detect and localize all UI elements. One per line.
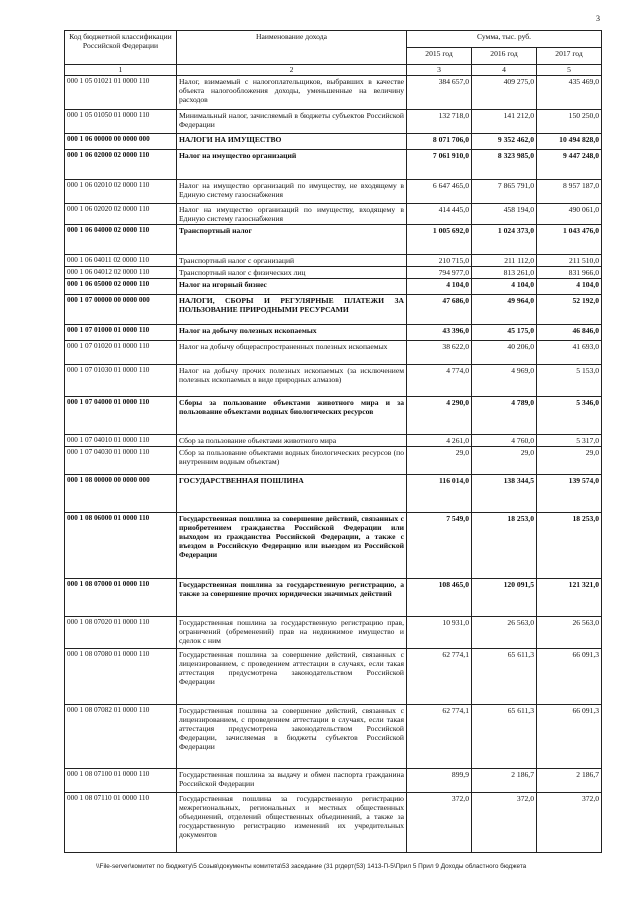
row-code: 000 1 06 02000 02 0000 110 (65, 150, 177, 180)
header-index: 4 (472, 65, 537, 76)
row-value-2015: 1 005 692,0 (407, 225, 472, 255)
row-name: Государственная пошлина за совершение действий, связанных с лицензированием, с проведением аттестации в случаях, если такая аттестация предусмотрена законодательством Российской Федерации, зачисляемая в бюджеты субъектов Российской Федерации (177, 705, 407, 769)
table-row (65, 579, 602, 617)
table-row (65, 341, 602, 365)
row-value-2015: 62 774,1 (407, 649, 472, 705)
table-row (65, 475, 602, 513)
row-value-2017: 831 966,0 (537, 267, 602, 279)
header-name-column: Наименование дохода (177, 31, 407, 65)
row-value-2017: 8 957 187,0 (537, 180, 602, 204)
row-value-2015: 47 686,0 (407, 295, 472, 325)
row-value-2016: 372,0 (472, 793, 537, 853)
row-value-2016: 65 611,3 (472, 649, 537, 705)
row-code: 000 1 07 01020 01 0000 110 (65, 341, 177, 365)
row-code: 000 1 05 01050 01 0000 110 (65, 110, 177, 134)
row-value-2016: 18 253,0 (472, 513, 537, 579)
row-code: 000 1 08 07080 01 0000 110 (65, 649, 177, 705)
row-value-2017: 211 510,0 (537, 255, 602, 267)
row-value-2016: 211 112,0 (472, 255, 537, 267)
table-row (65, 793, 602, 853)
row-value-2017: 41 693,0 (537, 341, 602, 365)
row-value-2016: 65 611,3 (472, 705, 537, 769)
table-row (65, 447, 602, 475)
row-code: 000 1 08 07000 01 0000 110 (65, 579, 177, 617)
row-name: Государственная пошлина за совершение действий, связанных с лицензированием, с проведением аттестации в случаях, если такая аттестация предусмотрена законодательством Российской Федерации (177, 649, 407, 705)
row-value-2016: 141 212,0 (472, 110, 537, 134)
table-body (65, 76, 602, 853)
row-value-2017: 10 494 828,0 (537, 134, 602, 150)
row-code: 000 1 06 02010 02 0000 110 (65, 180, 177, 204)
row-value-2015: 899,9 (407, 769, 472, 793)
row-value-2015: 132 718,0 (407, 110, 472, 134)
row-value-2016: 1 024 373,0 (472, 225, 537, 255)
row-value-2016: 40 206,0 (472, 341, 537, 365)
row-value-2017: 1 043 476,0 (537, 225, 602, 255)
row-name: Налог на добычу общераспространенных полезных ископаемых (177, 341, 407, 365)
row-value-2017: 52 192,0 (537, 295, 602, 325)
row-value-2015: 10 931,0 (407, 617, 472, 649)
row-code: 000 1 06 04000 02 0000 110 (65, 225, 177, 255)
table-row (65, 134, 602, 150)
row-value-2016: 26 563,0 (472, 617, 537, 649)
row-value-2016: 29,0 (472, 447, 537, 475)
row-code: 000 1 08 07020 01 0000 110 (65, 617, 177, 649)
row-value-2016: 138 344,5 (472, 475, 537, 513)
table-row (65, 649, 602, 705)
row-value-2015: 108 465,0 (407, 579, 472, 617)
table-row (65, 365, 602, 397)
row-name: НАЛОГИ НА ИМУЩЕСТВО (177, 134, 407, 150)
row-code: 000 1 07 01000 01 0000 110 (65, 325, 177, 341)
row-value-2016: 4 969,0 (472, 365, 537, 397)
row-name: Сбор за пользование объектами животного мира (177, 435, 407, 447)
header-year-2017: 2017 год (537, 48, 602, 65)
row-value-2017: 490 061,0 (537, 204, 602, 225)
row-name: Налог на имущество организаций по имуществу, входящему в Единую систему газоснабжения (177, 204, 407, 225)
row-value-2016: 4 789,0 (472, 397, 537, 435)
header-code-column: Код бюджетной классификации Российской Федерации (65, 31, 177, 65)
row-code: 000 1 08 07110 01 0000 110 (65, 793, 177, 853)
table-row (65, 513, 602, 579)
row-name: Транспортный налог с организаций (177, 255, 407, 267)
row-value-2017: 66 091,3 (537, 649, 602, 705)
header-index: 2 (177, 65, 407, 76)
row-code: 000 1 07 04000 01 0000 110 (65, 397, 177, 435)
row-name: ГОСУДАРСТВЕННАЯ ПОШЛИНА (177, 475, 407, 513)
row-name: Государственная пошлина за совершение действий, связанных с приобретением гражданства Российской Федерации или выходом из гражданства Российской Федерации, а также с въездом в Российскую Федерацию или выездом из Российской Федерации (177, 513, 407, 579)
row-name: Государственная пошлина за государственную регистрацию межрегиональных, региональных и местных общественных объединений, отделений общественных объединений, а также за государственную регистрацию изменений их учредительных документов (177, 793, 407, 853)
row-code: 000 1 08 07082 01 0000 110 (65, 705, 177, 769)
row-name: Налог на имущество организаций по имуществу, не входящему в Единую систему газоснабжения (177, 180, 407, 204)
row-value-2016: 45 175,0 (472, 325, 537, 341)
table-row (65, 705, 602, 769)
row-name: Транспортный налог с физических лиц (177, 267, 407, 279)
row-code: 000 1 05 01021 01 0000 110 (65, 76, 177, 110)
row-code: 000 1 07 04030 01 0000 110 (65, 447, 177, 475)
row-code: 000 1 06 04011 02 0000 110 (65, 255, 177, 267)
table-row (65, 295, 602, 325)
table-row (65, 76, 602, 110)
row-name: Минимальный налог, зачисляемый в бюджеты субъектов Российской Федерации (177, 110, 407, 134)
row-value-2016: 120 091,5 (472, 579, 537, 617)
row-name: Транспортный налог (177, 225, 407, 255)
row-value-2017: 5 317,0 (537, 435, 602, 447)
row-name: Налог, взимаемый с налогоплательщиков, выбравших в качестве объекта налогообложения доходы, уменьшенные на величину расходов (177, 76, 407, 110)
row-value-2017: 26 563,0 (537, 617, 602, 649)
row-value-2017: 5 153,0 (537, 365, 602, 397)
header-index: 3 (407, 65, 472, 76)
header-year-2016: 2016 год (472, 48, 537, 65)
row-value-2015: 4 290,0 (407, 397, 472, 435)
row-code: 000 1 06 00000 00 0000 000 (65, 134, 177, 150)
row-code: 000 1 07 04010 01 0000 110 (65, 435, 177, 447)
row-name: Налог на добычу прочих полезных ископаемых (за исключением полезных ископаемых в виде природных алмазов) (177, 365, 407, 397)
row-value-2015: 43 396,0 (407, 325, 472, 341)
row-value-2015: 7 061 910,0 (407, 150, 472, 180)
row-name: Налог на игорный бизнес (177, 279, 407, 295)
row-code: 000 1 07 00000 00 0000 000 (65, 295, 177, 325)
row-code: 000 1 06 05000 02 0000 110 (65, 279, 177, 295)
row-value-2015: 372,0 (407, 793, 472, 853)
row-code: 000 1 06 02020 02 0000 110 (65, 204, 177, 225)
row-value-2015: 210 715,0 (407, 255, 472, 267)
row-value-2017: 9 447 248,0 (537, 150, 602, 180)
row-code: 000 1 08 00000 00 0000 000 (65, 475, 177, 513)
table-row (65, 267, 602, 279)
row-value-2015: 7 549,0 (407, 513, 472, 579)
row-code: 000 1 08 07100 01 0000 110 (65, 769, 177, 793)
row-value-2017: 18 253,0 (537, 513, 602, 579)
row-value-2017: 150 250,0 (537, 110, 602, 134)
header-year-2015: 2015 год (407, 48, 472, 65)
row-name: Сбор за пользование объектами водных биологических ресурсов (по внутренним водным объектам) (177, 447, 407, 475)
row-code: 000 1 07 01030 01 0000 110 (65, 365, 177, 397)
row-value-2017: 66 091,3 (537, 705, 602, 769)
row-value-2015: 384 657,0 (407, 76, 472, 110)
row-value-2017: 4 104,0 (537, 279, 602, 295)
row-value-2017: 121 321,0 (537, 579, 602, 617)
row-name: Налог на добычу полезных ископаемых (177, 325, 407, 341)
row-name: Налог на имущество организаций (177, 150, 407, 180)
row-value-2017: 2 186,7 (537, 769, 602, 793)
row-code: 000 1 08 06000 01 0000 110 (65, 513, 177, 579)
row-value-2017: 46 846,0 (537, 325, 602, 341)
row-value-2017: 372,0 (537, 793, 602, 853)
table-row (65, 397, 602, 435)
revenue-table (64, 30, 602, 853)
row-name: Государственная пошлина за выдачу и обмен паспорта гражданина Российской Федерации (177, 769, 407, 793)
row-name: Государственная пошлина за государственную регистрацию, а также за совершение прочих юридически значимых действий (177, 579, 407, 617)
row-name: Государственная пошлина за государственную регистрацию прав, ограничений (обременений) прав на недвижимое имущество и сделок с ним (177, 617, 407, 649)
row-value-2015: 116 014,0 (407, 475, 472, 513)
table-row (65, 225, 602, 255)
header-index: 5 (537, 65, 602, 76)
row-value-2017: 139 574,0 (537, 475, 602, 513)
row-value-2016: 8 323 985,0 (472, 150, 537, 180)
row-name: НАЛОГИ, СБОРЫ И РЕГУЛЯРНЫЕ ПЛАТЕЖИ ЗА ПОЛЬЗОВАНИЕ ПРИРОДНЫМИ РЕСУРСАМИ (177, 295, 407, 325)
page-number: 3 (596, 14, 600, 23)
row-value-2015: 4 104,0 (407, 279, 472, 295)
row-value-2016: 2 186,7 (472, 769, 537, 793)
row-value-2016: 813 261,0 (472, 267, 537, 279)
table-row (65, 769, 602, 793)
row-value-2016: 7 865 791,0 (472, 180, 537, 204)
footer-file-path: \\File-server\комитет по бюджету\5 Созыв\документы комитета\53 заседание (31 ргдерт(53) 1413-П-5\Прил 5 Прил 9 Доходы областного бюджета (96, 863, 527, 870)
row-value-2016: 409 275,0 (472, 76, 537, 110)
header-index: 1 (65, 65, 177, 76)
table-row (65, 325, 602, 341)
table-row (65, 617, 602, 649)
row-value-2015: 8 071 706,0 (407, 134, 472, 150)
row-value-2017: 5 346,0 (537, 397, 602, 435)
header-sum-column: Сумма, тыс. руб. (407, 31, 602, 48)
row-value-2015: 62 774,1 (407, 705, 472, 769)
header-index-row (65, 65, 602, 76)
row-code: 000 1 06 04012 02 0000 110 (65, 267, 177, 279)
header-row (65, 31, 602, 48)
table-row (65, 255, 602, 267)
row-value-2016: 4 104,0 (472, 279, 537, 295)
row-value-2016: 49 964,0 (472, 295, 537, 325)
row-value-2015: 794 977,0 (407, 267, 472, 279)
row-value-2015: 4 261,0 (407, 435, 472, 447)
row-value-2016: 9 352 462,0 (472, 134, 537, 150)
row-value-2015: 414 445,0 (407, 204, 472, 225)
row-value-2015: 4 774,0 (407, 365, 472, 397)
table-row (65, 204, 602, 225)
table-row (65, 435, 602, 447)
row-value-2017: 29,0 (537, 447, 602, 475)
row-value-2015: 38 622,0 (407, 341, 472, 365)
row-value-2017: 435 469,0 (537, 76, 602, 110)
row-value-2016: 4 760,0 (472, 435, 537, 447)
table-row (65, 279, 602, 295)
table-row (65, 110, 602, 134)
row-value-2016: 458 194,0 (472, 204, 537, 225)
table-row (65, 180, 602, 204)
row-value-2015: 29,0 (407, 447, 472, 475)
row-name: Сборы за пользование объектами животного мира и за пользование объектами водных биологических ресурсов (177, 397, 407, 435)
table-row (65, 150, 602, 180)
row-value-2015: 6 647 465,0 (407, 180, 472, 204)
